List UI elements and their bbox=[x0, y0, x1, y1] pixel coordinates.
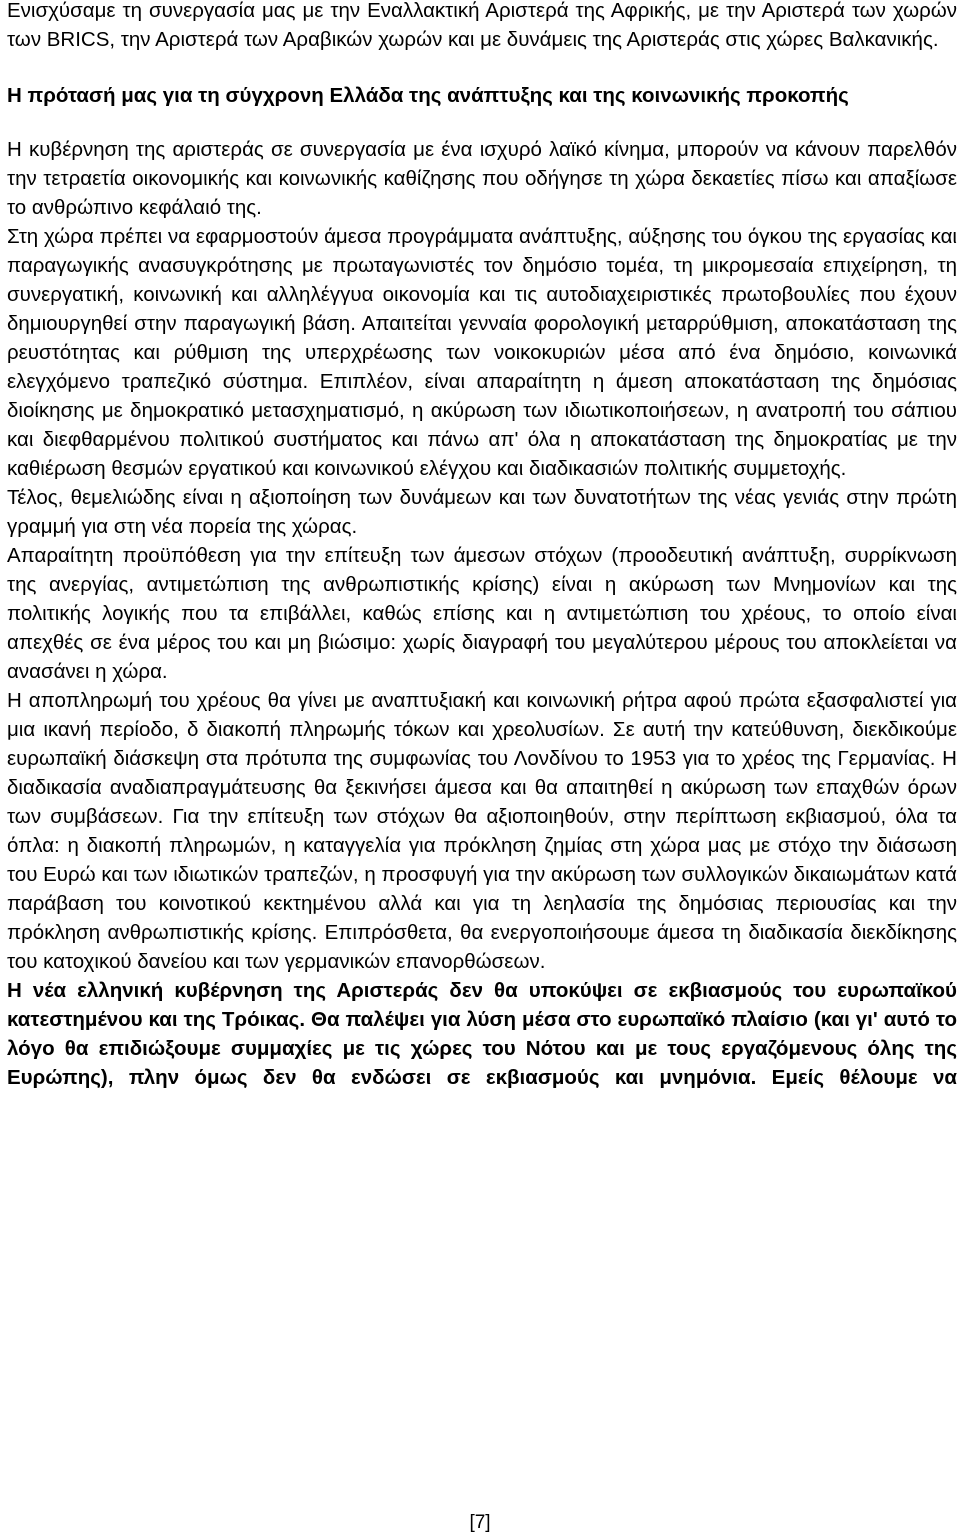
body-paragraph: Στη χώρα πρέπει να εφαρμοστούν άμεσα προγράμματα ανάπτυξης, αύξησης του όγκου της εργασίας και παραγωγικής ανασυγκρότησης με πρωταγωνιστές τον δημόσιο τομέα, τη μικρομεσαία επιχείρηση, τη συνεργατική, κοινωνική και αλληλέγγυα οικονομία και τις αυτοδιαχειριστικές πρωτοβουλίες που έχουν δημιουργηθεί στην παραγωγική βάση. Απαιτείται γενναία φορολογική μεταρρύθμιση, αποκατάσταση της ρευστότητας και ρύθμιση της υπερχρέωσης των νοικοκυριών μέσα από ένα δημόσιο, κοινωνικά ελεγχόμενο τραπεζικό σύστημα. Επιπλέον, είναι απαραίτητη η άμεση αποκατάσταση της δημόσιας διοίκησης με δημοκρατικό μετασχηματισμό, η ακύρωση των ιδιωτικοποιήσεων, η ανατροπή του σάπιου και διεφθαρμένου πολιτικού συστήματος και πάνω απ' όλα η αποκατάσταση της δημοκρατίας με την καθιέρωση θεσμών εργατικού και κοινωνικού ελέγχου και διαδικασιών πολιτικής συμμετοχής. bbox=[7, 225, 957, 480]
page-number: [7] bbox=[469, 1512, 491, 1533]
body-paragraph: Απαραίτητη προϋπόθεση για την επίτευξη των άμεσων στόχων (προοδευτική ανάπτυξη, συρρίκνωση της ανεργίας, αντιμετώπιση της ανθρωπιστικής κρίσης) είναι η ακύρωση των Μνημονίων και της πολιτικής λογικής που τα επιβάλλει, καθώς επίσης και η αντιμετώπιση του χρέους, το οποίο είναι απεχθές σε ένα μέρος του και μη βιώσιμο: χωρίς διαγραφή του μεγαλύτερου μέρους του αποκλείεται να ανασάνει η χώρα. bbox=[7, 544, 957, 683]
body-paragraph: Τέλος, θεμελιώδης είναι η αξιοποίηση των δυνάμεων και των δυνατοτήτων της νέας γενιάς στην πρώτη γραμμή για στη νέα πορεία της χώρας. bbox=[7, 486, 957, 538]
body-paragraph: Η κυβέρνηση της αριστεράς σε συνεργασία με ένα ισχυρό λαϊκό κίνημα, μπορούν να κάνουν παρελθόν την τετραετία οικονομικής και κοινωνικής καθίζησης που οδήγησε τη χώρα δεκαετίες πίσω και απαξίωσε το ανθρώπινο κεφάλαιό της. bbox=[7, 138, 957, 219]
document-page bbox=[7, 0, 957, 1092]
body-paragraph: Η αποπληρωμή του χρέους θα γίνει με αναπτυξιακή και κοινωνική ρήτρα αφού πρώτα εξασφαλιστεί για μια ικανή περίοδο, δ διακοπή πληρωμής τόκων και χρεολυσίων. Σε αυτή την κατεύθυνση, διεκδικούμε ευρωπαϊκή διάσκεψη στα πρότυπα της συμφωνίας του Λονδίνου το 1953 για το χρέος της Γερμανίας. Η διαδικασία αναδιαπραγμάτευσης θα ξεκινήσει άμεσα και θα απαιτηθεί η ακύρωση των επαχθών όρων των συμβάσεων. Για την επίτευξη των στόχων θα αξιοποιηθούν, στην περίπτωση εκβιασμού, όλα τα όπλα: η διακοπή πληρωμών, η καταγγελία για πρόκληση ζημίας στη χώρα μας με στόχο την διάσωση του Ευρώ και των ιδιωτικών τραπεζών, η προσφυγή για την ακύρωση των συλλογικών δικαιωμάτων κατά παράβαση του κοινοτικού κεκτημένου αλλά και για τη λεηλασία της δημόσιας περιουσίας και την πρόκληση ανθρωπιστικής κρίσης. Επιπρόσθετα, θα ενεργοποιήσουμε άμεσα τη διαδικασία διεκδίκησης του κατοχικού δανείου και των γερμανικών επανορθώσεων. bbox=[7, 689, 957, 973]
section-heading: Η πρότασή μας για τη σύγχρονη Ελλάδα της ανάπτυξης και της κοινωνικής προκοπής bbox=[7, 84, 849, 107]
closing-paragraph: Η νέα ελληνική κυβέρνηση της Αριστεράς δεν θα υποκύψει σε εκβιασμούς του ευρωπαϊκού κατεστημένου και της Τρόικας. Θα παλέψει για λύση μέσα στο ευρωπαϊκό πλαίσιο (και γι' αυτό το λόγο θα επιδιώξουμε συμμαχίες με τις χώρες του Νότου και με τους εργαζόμενους όλης της Ευρώπης), πλην όμως δεν θα ενδώσει σε εκβιασμούς και μνημόνια. Εμείς θέλουμε να bbox=[7, 979, 957, 1089]
intro-paragraph: Ενισχύσαμε τη συνεργασία μας με την Εναλλακτική Αριστερά της Αφρικής, με την Αριστερά των χωρών των BRICS, την Αριστερά των Αραβικών χωρών και με δυνάμεις της Αριστεράς στις χώρες Βαλκανικής. bbox=[7, 0, 957, 51]
